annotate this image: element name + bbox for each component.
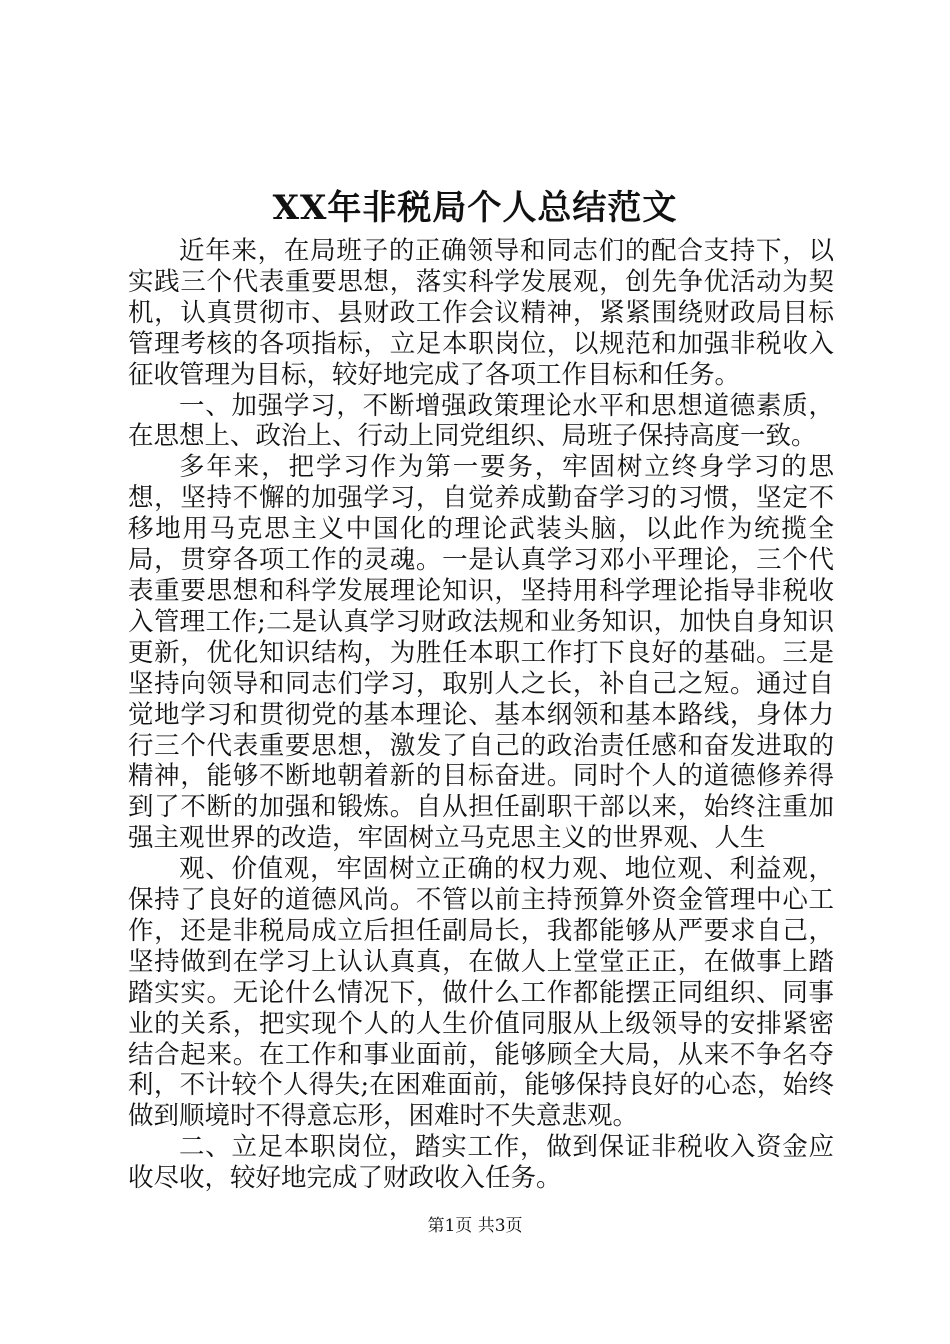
document-body bbox=[128, 236, 834, 1194]
paragraph-intro: 近年来，在局班子的正确领导和同志们的配合支持下，以实践三个代表重要思想，落实科学发展观，创先争优活动为契机，认真贯彻市、县财政工作会议精神，紧紧围绕财政局目标管理考核的各项指标，立足本职岗位，以规范和加强非税收入征收管理为目标，较好地完成了各项工作目标和任务。 bbox=[128, 236, 834, 390]
paragraph-section-two-heading: 二、立足本职岗位，踏实工作，做到保证非税收入资金应收尽收，较好地完成了财政收入任务。 bbox=[128, 1132, 834, 1194]
page-number-footer: 第1页 共3页 bbox=[427, 1216, 523, 1236]
paragraph-section-one-heading: 一、加强学习，不断增强政策理论水平和思想道德素质，在思想上、政治上、行动上同党组织、局班子保持高度一致。 bbox=[128, 390, 834, 452]
document-title: XX年非税局个人总结范文 bbox=[272, 188, 678, 228]
paragraph-study: 多年来，把学习作为第一要务，牢固树立终身学习的思想，坚持不懈的加强学习，自觉养成勤奋学习的习惯，坚定不移地用马克思主义中国化的理论武装头脑，以此作为统揽全局，贯穿各项工作的灵魂。一是认真学习邓小平理论，三个代表重要思想和科学发展理论知识，坚持用科学理论指导非税收入管理工作;二是认真学习财政法规和业务知识，加快自身知识更新，优化知识结构，为胜任本职工作打下良好的基础。三是坚持向领导和同志们学习，取别人之长，补自己之短。通过自觉地学习和贯彻党的基本理论、基本纲领和基本路线，身体力行三个代表重要思想，激发了自己的政治责任感和奋发进取的精神，能够不断地朝着新的目标奋进。同时个人的道德修养得到了不断的加强和锻炼。自从担任副职干部以来，始终注重加强主观世界的改造，牢固树立马克思主义的世界观、人生 bbox=[128, 452, 834, 854]
paragraph-values: 观、价值观，牢固树立正确的权力观、地位观、利益观，保持了良好的道德风尚。不管以前主持预算外资金管理中心工作，还是非税局成立后担任副局长，我都能够从严要求自己，坚持做到在学习上认认真真，在做人上堂堂正正，在做事上踏踏实实。无论什么情况下，做什么工作都能摆正同组织、同事业的关系，把实现个人的人生价值同服从上级领导的安排紧密结合起来。在工作和事业面前，能够顾全大局，从来不争名夺利，不计较个人得失;在困难面前，能够保持良好的心态，始终做到顺境时不得意忘形，困难时不失意悲观。 bbox=[128, 854, 834, 1132]
